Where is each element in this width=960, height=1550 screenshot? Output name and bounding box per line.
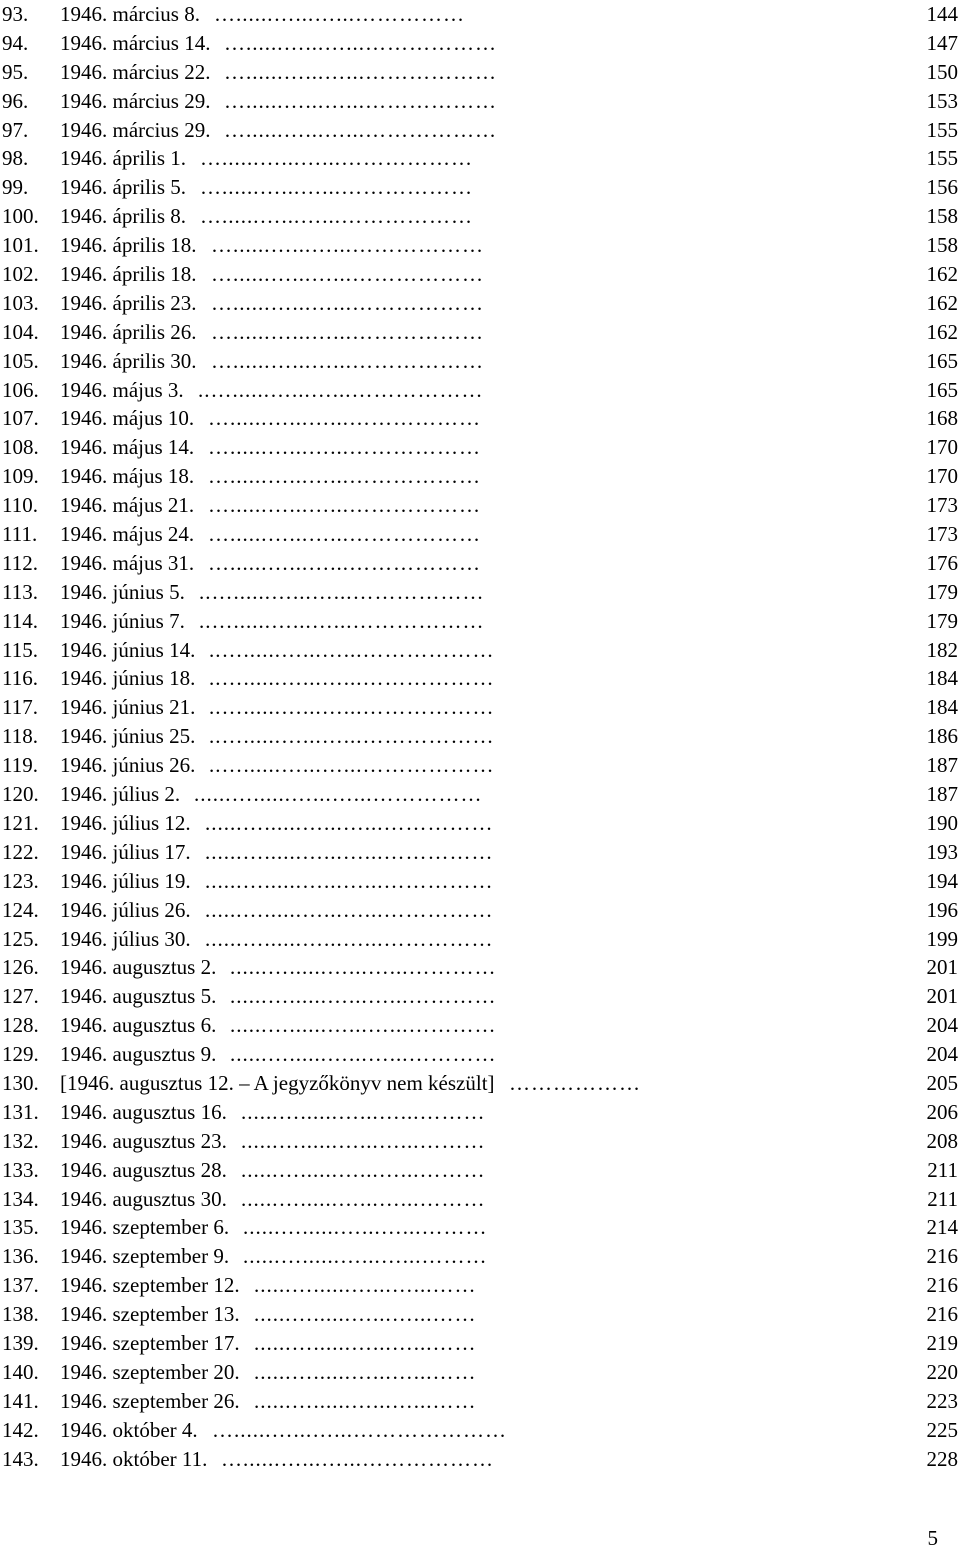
toc-entry <box>0 231 960 260</box>
entry-page-number: 158 <box>926 233 958 258</box>
dot-leader: ......…......…...…...…………… <box>205 897 494 922</box>
entry-title: 1946. június 7. <box>60 608 185 633</box>
entry-page-number: 155 <box>926 117 958 142</box>
entry-title: 1946. április 23. <box>60 290 197 315</box>
entry-title: 1946. augusztus 28. <box>60 1157 227 1182</box>
toc-entry <box>0 1242 960 1271</box>
dot-leader: …......…...…...……………… <box>211 233 484 258</box>
dot-leader: ......…......…...…...………… <box>230 1013 497 1038</box>
dot-leader: ......…......…...…...……… <box>241 1186 486 1211</box>
entry-page-number: 187 <box>926 753 958 778</box>
entry-number: 95. <box>2 59 29 84</box>
entry-number: 139. <box>2 1330 39 1355</box>
dot-leader: ..…......…...…...……………… <box>199 608 485 633</box>
entry-title: 1946. május 14. <box>60 435 195 460</box>
entry-page-number: 155 <box>926 146 958 171</box>
dot-leader: ......…......…...…...………… <box>230 1042 497 1067</box>
entry-number: 119. <box>2 753 38 778</box>
entry-number: 118. <box>2 724 38 749</box>
toc-entry <box>0 1416 960 1445</box>
entry-title: 1946. június 21. <box>60 695 196 720</box>
entry-page-number: 201 <box>926 955 958 980</box>
entry-number: 113. <box>2 579 38 604</box>
entry-number: 109. <box>2 464 39 489</box>
entry-title: 1946. szeptember 9. <box>60 1244 230 1269</box>
entry-page-number: 170 <box>926 464 958 489</box>
toc-entry <box>0 1156 960 1185</box>
entry-page-number: 153 <box>926 88 958 113</box>
entry-number: 141. <box>2 1388 39 1413</box>
entry-number: 128. <box>2 1013 39 1038</box>
entry-page-number: 193 <box>926 839 958 864</box>
entry-number: 108. <box>2 435 39 460</box>
dot-leader: ......…......…...…...……… <box>241 1128 486 1153</box>
entry-title: 1946. június 26. <box>60 753 196 778</box>
entry-title: [1946. augusztus 12. – A jegyzőkönyv nem készült] <box>60 1070 495 1095</box>
entry-number: 100. <box>2 204 39 229</box>
entry-page-number: 214 <box>926 1215 958 1240</box>
entry-page-number: 179 <box>926 579 958 604</box>
entry-number: 114. <box>2 608 38 633</box>
entry-page-number: 168 <box>926 406 958 431</box>
dot-leader: …......…...…...……………… <box>221 1446 494 1471</box>
entry-title: 1946. október 4. <box>60 1417 198 1442</box>
entry-title: 1946. április 1. <box>60 146 186 171</box>
toc-entry <box>0 376 960 405</box>
dot-leader: …......…...…...……………… <box>200 146 473 171</box>
page-number: 5 <box>927 1526 938 1550</box>
entry-title: 1946. március 14. <box>60 30 211 55</box>
entry-title: 1946. július 19. <box>60 868 191 893</box>
entry-number: 129. <box>2 1042 39 1067</box>
entry-title: 1946. augusztus 23. <box>60 1128 227 1153</box>
entry-page-number: 173 <box>926 493 958 518</box>
toc-entry <box>0 58 960 87</box>
entry-page-number: 199 <box>926 926 958 951</box>
toc-entry <box>0 1185 960 1214</box>
dot-leader: …......…...…...……………… <box>208 406 481 431</box>
entry-number: 134. <box>2 1186 39 1211</box>
dot-leader: ......…......…...…...…… <box>254 1359 477 1384</box>
entry-title: 1946. június 25. <box>60 724 196 749</box>
entry-number: 124. <box>2 897 39 922</box>
entry-title: 1946. szeptember 6. <box>60 1215 230 1240</box>
entry-number: 122. <box>2 839 39 864</box>
entry-page-number: 208 <box>926 1128 958 1153</box>
toc-entry <box>0 1127 960 1156</box>
entry-number: 121. <box>2 810 39 835</box>
toc-entry <box>0 896 960 925</box>
toc-entry <box>0 925 960 954</box>
dot-leader: ......…......…...…...…… <box>254 1302 477 1327</box>
entry-title: 1946. augusztus 30. <box>60 1186 227 1211</box>
entry-number: 110. <box>2 493 38 518</box>
toc-entry <box>0 1387 960 1416</box>
toc-entry <box>0 780 960 809</box>
entry-number: 123. <box>2 868 39 893</box>
entry-title: 1946. június 5. <box>60 579 185 604</box>
entry-page-number: 204 <box>926 1013 958 1038</box>
dot-leader: ......…......…...…...…… <box>254 1330 477 1355</box>
entry-page-number: 162 <box>926 262 958 287</box>
dot-leader: ......…......…...…...……… <box>241 1157 486 1182</box>
dot-leader: …......…...…...……………… <box>224 117 497 142</box>
entry-title: 1946. március 29. <box>60 88 211 113</box>
toc-entry <box>0 578 960 607</box>
toc-entry <box>0 144 960 173</box>
entry-title: 1946. július 2. <box>60 782 181 807</box>
toc-entry <box>0 1098 960 1127</box>
entry-number: 130. <box>2 1070 39 1095</box>
entry-title: 1946. augusztus 2. <box>60 955 217 980</box>
toc-entry <box>0 289 960 318</box>
toc-entry <box>0 29 960 58</box>
toc-entry <box>0 1069 960 1098</box>
entry-title: 1946. május 18. <box>60 464 195 489</box>
entry-number: 97. <box>2 117 29 142</box>
entry-number: 140. <box>2 1359 39 1384</box>
entry-page-number: 220 <box>926 1359 958 1384</box>
toc-entry <box>0 636 960 665</box>
toc-entry <box>0 1358 960 1387</box>
entry-number: 107. <box>2 406 39 431</box>
entry-page-number: 144 <box>926 2 958 26</box>
entry-page-number: 187 <box>926 782 958 807</box>
entry-page-number: 186 <box>926 724 958 749</box>
dot-leader: …......…...…...…………… <box>214 2 465 26</box>
entry-number: 93. <box>2 2 29 26</box>
entry-page-number: 194 <box>926 868 958 893</box>
dot-leader: ......…......…...…...……… <box>243 1244 488 1269</box>
dot-leader: …......…...…...……………… <box>224 88 497 113</box>
entry-number: 104. <box>2 319 39 344</box>
entry-page-number: 211 <box>927 1157 958 1182</box>
entry-page-number: 216 <box>926 1244 958 1269</box>
dot-leader: …......…...…...………………… <box>212 1417 507 1442</box>
toc-entry <box>0 173 960 202</box>
dot-leader: ......…......…...…...…………… <box>205 868 494 893</box>
dot-leader: …......…...…...……………… <box>211 319 484 344</box>
entry-page-number: 196 <box>926 897 958 922</box>
toc-entry <box>0 664 960 693</box>
entry-number: 111. <box>2 522 38 547</box>
entry-page-number: 150 <box>926 59 958 84</box>
toc-entry <box>0 607 960 636</box>
entry-page-number: 216 <box>926 1302 958 1327</box>
dot-leader: ......…......…...…...…… <box>254 1273 477 1298</box>
dot-leader: ..…......…...…...……………… <box>209 724 495 749</box>
dot-leader: ......…......…...…...……… <box>243 1215 488 1240</box>
entry-page-number: 170 <box>926 435 958 460</box>
entry-title: 1946. szeptember 20. <box>60 1359 240 1384</box>
entry-number: 133. <box>2 1157 39 1182</box>
entry-page-number: 219 <box>926 1330 958 1355</box>
entry-number: 135. <box>2 1215 39 1240</box>
entry-number: 136. <box>2 1244 39 1269</box>
entry-number: 137. <box>2 1273 39 1298</box>
entry-title: 1946. június 18. <box>60 666 196 691</box>
entry-page-number: 176 <box>926 550 958 575</box>
toc-entry <box>0 549 960 578</box>
entry-title: 1946. szeptember 26. <box>60 1388 240 1413</box>
entry-page-number: 225 <box>926 1417 958 1442</box>
entry-title: 1946. október 11. <box>60 1446 208 1471</box>
entry-number: 116. <box>2 666 38 691</box>
entry-title: 1946. július 17. <box>60 839 191 864</box>
entry-title: 1946. március 8. <box>60 2 200 26</box>
entry-number: 143. <box>2 1446 39 1471</box>
toc-entry <box>0 433 960 462</box>
entry-title: 1946. április 8. <box>60 204 186 229</box>
toc-entry <box>0 809 960 838</box>
entry-number: 142. <box>2 1417 39 1442</box>
entry-page-number: 182 <box>926 637 958 662</box>
dot-leader: ......…......…...…...…………… <box>194 782 483 807</box>
entry-page-number: 158 <box>926 204 958 229</box>
toc-entry <box>0 1329 960 1358</box>
toc-entry <box>0 1271 960 1300</box>
entry-page-number: 216 <box>926 1273 958 1298</box>
entry-title: 1946. augusztus 16. <box>60 1099 227 1124</box>
toc-entry <box>0 462 960 491</box>
dot-leader: ..…......…...…...……………… <box>209 637 495 662</box>
entry-title: 1946. szeptember 13. <box>60 1302 240 1327</box>
dot-leader: …......…...…...……………… <box>208 550 481 575</box>
entry-page-number: 201 <box>926 984 958 1009</box>
dot-leader: …......…...…...……………… <box>211 290 484 315</box>
toc-entry <box>0 1011 960 1040</box>
entry-page-number: 184 <box>926 666 958 691</box>
dot-leader: …......…...…...……………… <box>200 175 473 200</box>
entry-title: 1946. április 26. <box>60 319 197 344</box>
entry-number: 102. <box>2 262 39 287</box>
entry-title: 1946. augusztus 9. <box>60 1042 217 1067</box>
entry-number: 125. <box>2 926 39 951</box>
toc-entry <box>0 953 960 982</box>
entry-title: 1946. április 18. <box>60 233 197 258</box>
dot-leader: …......…...…...……………… <box>224 30 497 55</box>
dot-leader: ......…......…...…...…………… <box>205 839 494 864</box>
entry-page-number: 156 <box>926 175 958 200</box>
toc-entry <box>0 87 960 116</box>
toc-entry <box>0 1213 960 1242</box>
dot-leader: ..…......…...…...……………… <box>209 753 495 778</box>
toc-entry <box>0 260 960 289</box>
toc-entry <box>0 202 960 231</box>
entry-page-number: 162 <box>926 319 958 344</box>
dot-leader: ……………… <box>509 1070 641 1095</box>
entry-number: 117. <box>2 695 38 720</box>
entry-number: 127. <box>2 984 39 1009</box>
dot-leader: ......…......…...…...………… <box>230 984 497 1009</box>
entry-page-number: 204 <box>926 1042 958 1067</box>
entry-title: 1946. augusztus 6. <box>60 1013 217 1038</box>
toc-entry <box>0 1445 960 1474</box>
dot-leader: …......…...…...……………… <box>208 464 481 489</box>
toc-entry <box>0 1040 960 1069</box>
entry-page-number: 147 <box>926 30 958 55</box>
entry-page-number: 162 <box>926 290 958 315</box>
entry-number: 112. <box>2 550 38 575</box>
entry-number: 99. <box>2 175 29 200</box>
entry-title: 1946. május 3. <box>60 377 184 402</box>
entry-title: 1946. szeptember 12. <box>60 1273 240 1298</box>
entry-title: 1946. április 5. <box>60 175 186 200</box>
dot-leader: …......…...…...……………… <box>211 262 484 287</box>
dot-leader: ......…......…...…...…………… <box>205 810 494 835</box>
toc-entry <box>0 491 960 520</box>
dot-leader: ......…......…...…...…………… <box>205 926 494 951</box>
dot-leader: ......…......…...…...……… <box>241 1099 486 1124</box>
entry-title: 1946. augusztus 5. <box>60 984 217 1009</box>
entry-title: 1946. május 31. <box>60 550 195 575</box>
entry-page-number: 184 <box>926 695 958 720</box>
toc-entry <box>0 693 960 722</box>
entry-title: 1946. július 12. <box>60 810 191 835</box>
toc-entry <box>0 722 960 751</box>
toc-entry <box>0 751 960 780</box>
entry-title: 1946. május 10. <box>60 406 195 431</box>
entry-page-number: 179 <box>926 608 958 633</box>
dot-leader: …......…...…...……………… <box>224 59 497 84</box>
entry-number: 131. <box>2 1099 39 1124</box>
entry-number: 103. <box>2 290 39 315</box>
toc-entry <box>0 347 960 376</box>
entry-number: 98. <box>2 146 29 171</box>
entry-number: 106. <box>2 377 39 402</box>
entry-number: 132. <box>2 1128 39 1153</box>
toc-entry <box>0 404 960 433</box>
entry-number: 105. <box>2 348 39 373</box>
toc-entry <box>0 867 960 896</box>
toc-entry <box>0 1300 960 1329</box>
entry-page-number: 206 <box>926 1099 958 1124</box>
entry-page-number: 205 <box>926 1070 958 1095</box>
entry-number: 138. <box>2 1302 39 1327</box>
entry-number: 94. <box>2 30 29 55</box>
entry-title: 1946. július 26. <box>60 897 191 922</box>
dot-leader: …......…...…...……………… <box>211 348 484 373</box>
toc-entry <box>0 838 960 867</box>
entry-title: 1946. szeptember 17. <box>60 1330 240 1355</box>
entry-page-number: 211 <box>927 1186 958 1211</box>
toc-entry <box>0 116 960 145</box>
entry-number: 115. <box>2 637 38 662</box>
dot-leader: ..…......…...…...……………… <box>209 695 495 720</box>
entry-page-number: 165 <box>926 377 958 402</box>
dot-leader: ......…......…...…...…… <box>254 1388 477 1413</box>
entry-page-number: 223 <box>926 1388 958 1413</box>
dot-leader: ..…......…...…...……………… <box>209 666 495 691</box>
entry-number: 120. <box>2 782 39 807</box>
entry-page-number: 173 <box>926 522 958 547</box>
entry-number: 96. <box>2 88 29 113</box>
toc-entry <box>0 982 960 1011</box>
toc-entry <box>0 520 960 549</box>
dot-leader: …......…...…...……………… <box>200 204 473 229</box>
entry-title: 1946. március 22. <box>60 59 211 84</box>
dot-leader: …......…...…...……………… <box>208 435 481 460</box>
entry-title: 1946. április 18. <box>60 262 197 287</box>
toc-entry <box>0 0 960 29</box>
entry-title: 1946. március 29. <box>60 117 211 142</box>
dot-leader: ......…......…...…...………… <box>230 955 497 980</box>
entry-page-number: 228 <box>926 1446 958 1471</box>
entry-number: 126. <box>2 955 39 980</box>
entry-title: 1946. július 30. <box>60 926 191 951</box>
entry-page-number: 190 <box>926 810 958 835</box>
toc-entry <box>0 318 960 347</box>
dot-leader: …......…...…...……………… <box>208 493 481 518</box>
dot-leader: ..…......…...…...……………… <box>199 579 485 604</box>
entry-title: 1946. május 21. <box>60 493 195 518</box>
dot-leader: …......…...…...……………… <box>208 522 481 547</box>
dot-leader: ..…......…...…...……………… <box>198 377 484 402</box>
entry-page-number: 165 <box>926 348 958 373</box>
entry-title: 1946. június 14. <box>60 637 196 662</box>
entry-title: 1946. április 30. <box>60 348 197 373</box>
entry-number: 101. <box>2 233 39 258</box>
entry-title: 1946. május 24. <box>60 522 195 547</box>
